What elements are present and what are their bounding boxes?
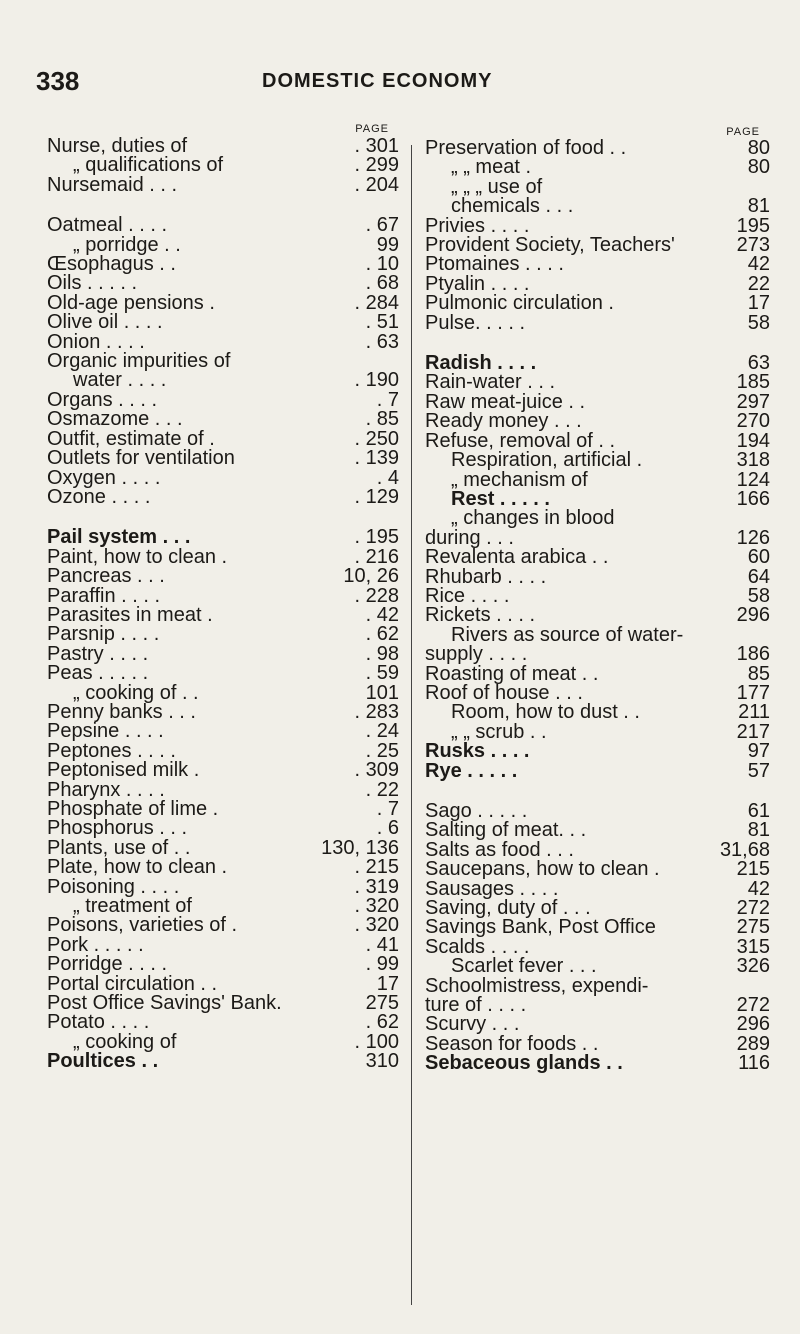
entry-term: Roasting of meat . . [425,662,599,685]
entry-page-ref: . 63 [365,330,399,353]
index-entry [47,722,399,741]
entry-page-ref: . 62 [365,623,399,646]
index-entry [425,255,770,274]
entry-term: Peptonised milk . [47,759,200,782]
entry-term: „ qualifications of [73,154,224,177]
entry-page-ref: 81 [747,819,770,842]
entry-term: Osmazome . . . [47,408,183,431]
entry-page-ref: . 51 [365,311,399,334]
entry-page-ref: 315 [736,935,770,958]
entry-term: Outlets for ventilation [47,447,235,470]
index-entry [425,759,770,782]
entry-page-ref: 17 [376,972,399,995]
index-entry [425,158,770,177]
index-entry [47,173,399,196]
entry-term: Rain-water . . . [425,371,556,394]
entry-term: Pulse. . . . . [425,311,526,334]
index-entry [47,567,399,586]
entry-term: „ „ scrub . . [451,720,547,743]
entry-page-ref: 272 [736,994,770,1017]
entry-term: Post Office Savings' Bank. [47,992,282,1015]
entry-page-ref: 126 [736,526,770,549]
index-entry [425,412,770,431]
entry-term: Scalds . . . . [425,935,530,958]
entry-term: Porridge . . . . [47,953,168,976]
entry-term: Organic impurities of [47,350,231,373]
entry-page-ref: 194 [736,429,770,452]
entry-page-ref: 22 [747,272,770,295]
entry-page-ref: . 129 [354,485,399,508]
entry-term: Rest . . . . . [451,487,550,510]
index-entry [425,1015,770,1034]
entry-term: Onion . . . . [47,330,145,353]
entry-page-ref: 99 [376,233,399,256]
entry-term: Radish . . . . [425,352,537,375]
entry-page-ref: . 215 [354,856,399,879]
index-entries-right [425,139,770,1074]
entry-page-ref: . 22 [365,778,399,801]
entry-term: ture of . . . . [425,994,527,1017]
entry-page-ref: . 85 [365,408,399,431]
entry-term: Oils . . . . . [47,272,138,295]
entry-term: Privies . . . . [425,214,530,237]
entry-term: Poisons, varieties of . [47,914,238,937]
entry-term: during . . . [425,526,514,549]
entry-page-ref: 185 [736,371,770,394]
index-entry [47,274,399,293]
index-entry [47,466,399,489]
entry-term: Scarlet fever . . . [451,955,597,978]
entry-page-ref: 195 [736,214,770,237]
entry-term: Nursemaid . . . [47,173,178,196]
entry-page-ref: 17 [747,292,770,315]
entry-page-ref: 289 [736,1032,770,1055]
entry-page-ref: 60 [747,546,770,569]
index-entry [425,311,770,334]
entry-page-ref: 80 [747,156,770,179]
entry-term: „ cooking of [73,1030,177,1053]
entry-page-ref: 85 [747,662,770,685]
index-entries-left [47,137,399,1072]
entry-term: Salting of meat. . . [425,819,587,842]
entry-page-ref: 215 [736,858,770,881]
entry-page-ref: . 309 [354,759,399,782]
entry-term: Rye . . . . . [425,759,518,782]
index-entry [425,548,770,567]
entry-term: Rusks . . . . [425,740,530,763]
index-entry [47,485,399,508]
entry-page-ref: 61 [747,800,770,822]
entry-page-ref: 80 [747,137,770,159]
entry-term: Rivers as source of water- [451,623,684,646]
entry-term: Rickets . . . . [425,604,536,627]
entry-page-ref: . 195 [354,526,399,549]
entry-page-ref: . 7 [376,388,399,411]
entry-page-ref: 186 [736,643,770,666]
entry-page-ref: . 99 [365,953,399,976]
entry-term: Phosphorus . . . [47,817,188,840]
entry-page-ref: . 299 [354,154,399,177]
entry-page-ref: . 41 [365,933,399,956]
index-entry [425,645,770,664]
entry-page-ref: 101 [365,681,399,704]
entry-page-ref: 275 [736,916,770,939]
index-entry [47,955,399,974]
entry-page-ref: 177 [736,681,770,704]
index-entry [47,313,399,332]
entry-term: Saving, duty of . . . [425,897,591,920]
section-gap [425,781,770,802]
entry-term: Pharynx . . . . [47,778,165,801]
entry-page-ref: . 98 [365,642,399,665]
entry-term: „ changes in blood [451,507,615,530]
index-entry [47,156,399,175]
entry-page-ref: . 6 [376,817,399,840]
index-entry [425,294,770,313]
entry-page-ref: 273 [736,234,770,257]
entry-page-ref: 58 [747,311,770,334]
entry-term: Poultices . . [47,1050,159,1073]
entry-term: „ porridge . . [73,233,181,256]
index-entry [47,1052,399,1071]
entry-page-ref: 116 [738,1052,770,1075]
entry-term: Peas . . . . . [47,662,149,685]
entry-term: Ready money . . . [425,410,582,433]
section-gap [47,195,399,216]
entry-term: „ cooking of . . [73,681,199,704]
entry-page-ref: . 216 [354,545,399,568]
index-entry [47,528,399,547]
entry-term: Ptomaines . . . . [425,253,564,276]
index-entry [47,819,399,838]
entry-page-ref: 296 [736,1013,770,1036]
entry-page-ref: 166 [736,487,770,510]
entry-page-ref: 124 [736,468,770,491]
entry-term: Preservation of food . . [425,137,627,159]
entry-term: Revalenta arabica . . [425,546,609,569]
entry-term: Potato . . . . [47,1011,150,1034]
entry-term: Provident Society, Teachers' [425,234,675,257]
entry-page-ref: . 320 [354,914,399,937]
entry-term: Pepsine . . . . [47,720,164,743]
entry-term: Organs . . . . [47,388,158,411]
entry-page-ref: 10, 26 [343,565,399,588]
entry-term: Nurse, duties of [47,135,188,157]
index-entry [425,1054,770,1073]
entry-term: Sebaceous glands . . [425,1052,623,1075]
entry-page-ref: . 59 [365,662,399,685]
entry-page-ref: 31,68 [719,838,770,861]
index-entry [47,1013,399,1032]
entry-page-ref: . 42 [365,603,399,626]
index-entry [425,860,770,879]
entry-term: Season for foods . . [425,1032,599,1055]
index-entry [47,625,399,644]
index-entry [425,821,770,840]
index-entry [47,410,399,429]
entry-page-ref: 272 [736,897,770,920]
entry-term: Pancreas . . . [47,565,165,588]
entry-page-ref: . 68 [365,272,399,295]
entry-term: Sago . . . . . [425,800,528,822]
index-entry [425,742,770,761]
entry-term: Phosphate of lime . [47,798,219,820]
index-column-left [47,121,399,1072]
entry-term: Oxygen . . . . [47,466,161,489]
entry-page-ref: 42 [747,877,770,900]
column-divider [411,145,412,1305]
entry-page-ref: 297 [736,390,770,413]
entry-page-ref: 130, 136 [321,836,399,859]
index-entry [47,916,399,935]
entry-page-ref [704,509,770,528]
entry-page-ref: 326 [736,955,770,978]
entry-page-ref: 310 [365,1050,399,1073]
entry-page-ref: . 7 [376,798,399,820]
entry-term: „ treatment of [73,895,192,918]
entry-term: Penny banks . . . [47,700,196,723]
entry-term: Raw meat-juice . . [425,390,586,413]
entry-page-ref: . 301 [354,135,399,157]
entry-page-ref: 42 [747,253,770,276]
index-entry [47,858,399,877]
entry-term: Peptones . . . . [47,739,176,762]
page-number: 338 [36,66,80,96]
entry-term: Plate, how to clean . [47,856,228,879]
entry-term: Respiration, artificial . [451,449,643,472]
entry-page-ref: . 320 [354,895,399,918]
index-entry [425,957,770,976]
entry-term: Rhubarb . . . . [425,565,547,588]
entry-term: Plants, use of . . [47,836,191,859]
entry-page-ref: 63 [747,352,770,375]
entry-term: „ mechanism of [451,468,588,491]
entry-term: Parsnip . . . . [47,623,160,646]
index-column-right [425,121,770,1074]
entry-page-ref: . 204 [354,173,399,196]
entry-term: water . . . . [73,369,167,392]
entry-page-ref: . 62 [365,1011,399,1034]
index-entry [425,606,770,625]
entry-term: „ „ meat . [451,156,532,179]
entry-page-ref: 64 [747,565,770,588]
entry-term: Oatmeal . . . . [47,214,168,237]
entry-term: Pork . . . . . [47,933,144,956]
index-entry [425,918,770,937]
entry-term: Sausages . . . . [425,877,559,900]
index-entry [425,197,770,216]
entry-page-ref: . 24 [365,720,399,743]
entry-term: Schoolmistress, expendi- [425,974,649,997]
index-entry [425,451,770,470]
entry-term: Pulmonic circulation . [425,292,614,315]
index-entry [47,664,399,683]
entry-term: Scurvy . . . [425,1013,520,1036]
entry-term: Parasites in meat . [47,603,213,626]
entry-term: Ozone . . . . [47,485,151,508]
index-entry [47,449,399,468]
entry-term: Savings Bank, Post Office [425,916,656,939]
entry-page-ref: . 4 [376,466,399,489]
entry-term: Portal circulation . . [47,972,218,995]
entry-page-ref: 57 [747,759,770,782]
entry-page-ref: . 319 [354,875,399,898]
entry-page-ref: 275 [365,992,399,1015]
running-title: DOMESTIC ECONOMY [262,70,493,92]
entry-term: Paraffin . . . . [47,584,161,607]
entry-term: Old-age pensions . [47,291,215,314]
entry-term: Roof of house . . . [425,681,583,704]
index-entry [425,509,770,528]
index-entry [425,373,770,392]
section-gap [47,507,399,528]
entry-term: Paint, how to clean . [47,545,228,568]
running-head [0,56,800,96]
entry-page-ref: . 283 [354,700,399,723]
entry-term: Poisoning . . . . [47,875,180,898]
entry-page-ref: 296 [736,604,770,627]
entry-page-ref: . 139 [354,447,399,470]
entry-page-ref: 97 [747,740,770,763]
entry-term: Olive oil . . . . [47,311,163,334]
entry-term: supply . . . . [425,643,528,666]
entry-term: chemicals . . . [451,195,574,218]
entry-page-ref: 211 [738,701,770,724]
entry-page-ref: 217 [736,720,770,743]
entry-page-ref: 58 [747,584,770,607]
entry-page-ref: . 10 [365,253,399,276]
entry-term: Pail system . . . [47,526,191,549]
entry-term: Outfit, estimate of . [47,427,215,450]
entry-page-ref: . 100 [354,1030,399,1053]
section-gap [425,333,770,354]
entry-term: Ptyalin . . . . [425,272,530,295]
index-entry [425,703,770,722]
index-entry [47,761,399,780]
entry-term: Room, how to dust . . [451,701,640,724]
entry-term: Refuse, removal of . . [425,429,616,452]
entry-page-ref: 270 [736,410,770,433]
entry-term: Saucepans, how to clean . [425,858,660,881]
entry-page-ref: . 228 [354,584,399,607]
entry-page-ref: 318 [736,449,770,472]
index-entry [47,371,399,390]
index-entry [425,468,770,491]
entry-term: Salts as food . . . [425,838,574,861]
entry-term: „ „ „ use of [451,175,543,198]
entry-term: Pastry . . . . [47,642,149,665]
index-entry [47,216,399,235]
entry-term: Œsophagus . . [47,253,176,276]
entry-term: Rice . . . . [425,584,510,607]
entry-page-ref: 81 [747,195,770,218]
entry-page-ref: . 250 [354,427,399,450]
entry-page-ref: . 67 [365,214,399,237]
page-column-label: PAGE [355,123,389,135]
page-column-label: PAGE [726,126,760,138]
entry-page-ref: . 190 [354,369,399,392]
entry-page-ref: . 25 [365,739,399,762]
entry-page-ref: . 284 [354,291,399,314]
